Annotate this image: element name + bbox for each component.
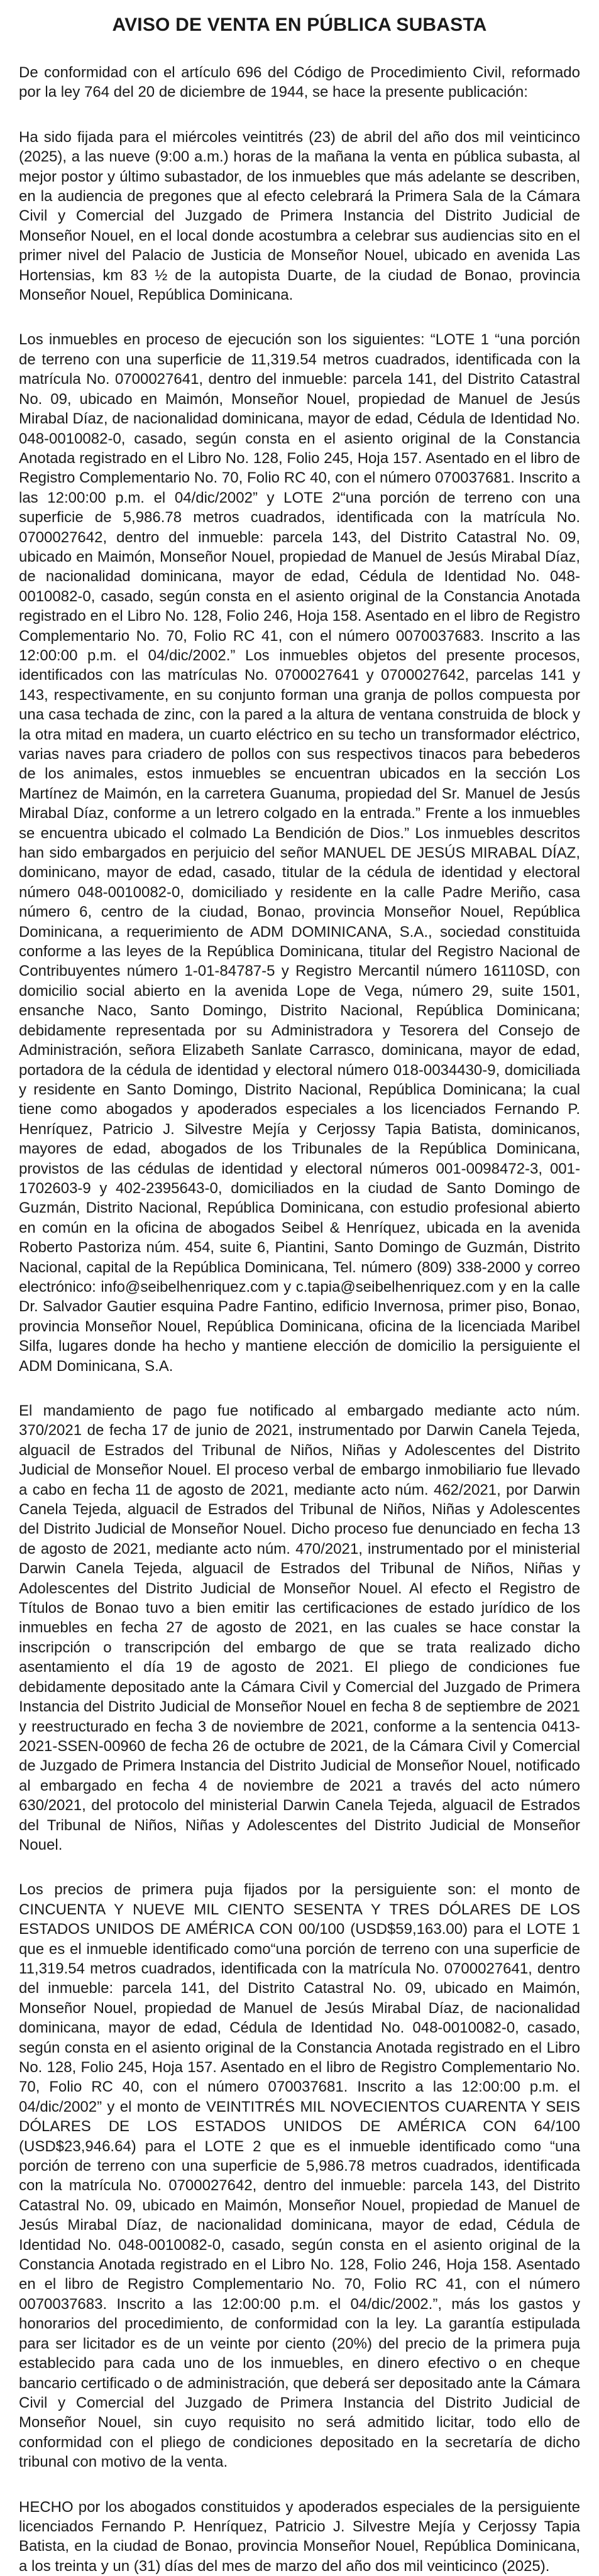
auction-date-paragraph: Ha sido fijada para el miércoles veintitrés (23) de abril del año dos mil veinticinco (2025), a las nueve (9:00 a.m.) horas de la mañana la venta en pública subasta, al mejor postor y último subastador, de los inmuebles que más adelante se describen, en la audiencia de pregones que al efecto celebrará la Primera Sala de la Cámara Civil y Comercial del Juzgado de Primera Instancia del Distrito Judicial de Monseñor Nouel, en el local donde acostumbra a celebrar sus audiencias sito en el primer nivel del Palacio de Justicia de Monseñor Nouel, ubicado en avenida Las Hortensias, km 83 ½ de la autopista Duarte, de la ciudad de Bonao, provincia Monseñor Nouel, República Dominicana.	[19, 128, 580, 304]
notice-title: AVISO DE VENTA EN PÚBLICA SUBASTA	[112, 14, 487, 35]
prices-paragraph: Los precios de primera puja fijados por la persiguiente son: el monto de CINCUENTA Y NUEVE MIL CIENTO SESENTA Y TRES DÓLARES DE LOS ESTADOS UNIDOS DE AMÉRICA CON 00/100 (USD$59,163.00) para el LOTE 1 que es el inmueble identificado como“una porción de terreno con una superficie de 11,319.54 metros cuadrados, identificada con la matrícula No. 0700027641, dentro del inmueble: parcela 141, del Distrito Catastral No. 09, ubicado en Maimón, Monseñor Nouel, propiedad de Manuel de Jesús Mirabal Díaz, de nacionalidad dominicana, mayor de edad, Cédula de Identidad No. 048-0010082-0, casado, según consta en el asiento original de la Constancia Anotada registrado en el Libro No. 128, Folio 245, Hoja 157. Asentado en el libro de Registro Complementario No. 70, Folio RC 40, con el número 070037681. Inscrito a las 12:00:00 p.m. el 04/dic/2002” y el monto de VEINTITRÉS MIL NOVECIENTOS CUARENTA Y SEIS DÓLARES DE LOS ESTADOS UNIDOS DE AMÉRICA CON 64/100 (USD$23,946.64) para el LOTE 2 que es el inmueble identificado como “una porción de terreno con una superficie de 5,986.78 metros cuadrados, identificada con la matrícula No. 0700027642, dentro del inmueble: parcela 143, del Distrito Catastral No. 09, ubicado en Maimón, Monseñor Nouel, propiedad de Manuel de Jesús Mirabal Díaz, de nacionalidad dominicana, mayor de edad, Cédula de Identidad No. 048-0010082-0, casado, según consta en el asiento original de la Constancia Anotada registrado en el Libro No. 128, Folio 246, Hoja 158. Asentado en el libro de Registro Complementario No. 70, Folio RC 41, con el número 0070037683. Inscrito a las 12:00:00 p.m. el 04/dic/2002.”, más los gastos y honorarios del procedimiento, de conformidad con la ley. La garantía estipulada para ser licitador es de un veinte por ciento (20%) del precio de la primera puja establecido para cada uno de los inmuebles, en dinero efectivo o en cheque bancario certificado o de administración, que deberá ser depositado ante la Cámara Civil y Comercial del Juzgado de Primera Instancia del Distrito Judicial de Monseñor Nouel, sin cuyo requisito no será admitido licitar, todo ello de conformidad con el pliego de condiciones depositado en la secretaría de dicho tribunal con motivo de la venta.	[19, 1881, 580, 2471]
properties-paragraph: Los inmuebles en proceso de ejecución son los siguientes: “LOTE 1 “una porción de terreno con una superficie de 11,319.54 metros cuadrados, identificada con la matrícula No. 0700027641, dentro del inmueble: parcela 141, del Distrito Catastral No. 09, ubicado en Maimón, Monseñor Nouel, propiedad de Manuel de Jesús Mirabal Díaz, de nacionalidad dominicana, mayor de edad, Cédula de Identidad No. 048-0010082-0, casado, según consta en el asiento original de la Constancia Anotada registrado en el Libro No. 128, Folio 245, Hoja 157. Asentado en el libro de Registro Complementario No. 70, Folio RC 40, con el número 070037681. Inscrito a las 12:00:00 p.m. el 04/dic/2002” y LOTE 2“una porción de terreno con una superficie de 5,986.78 metros cuadrados, identificada con la matrícula No. 0700027642, dentro del inmueble: parcela 143, del Distrito Catastral No. 09, ubicado en Maimón, Monseñor Nouel, propiedad de Manuel de Jesús Mirabal Díaz, de nacionalidad dominicana, mayor de edad, Cédula de Identidad No. 048-0010082-0, casado, según consta en el asiento original de la Constancia Anotada registrado en el Libro No. 128, Folio 246, Hoja 158. Asentado en el libro de Registro Complementario No. 70, Folio RC 41, con el número 0070037683. Inscrito a las 12:00:00 p.m. el 04/dic/2002.” Los inmuebles objetos del presente procesos, identificados con las matrículas No. 0700027641 y 0700027642, parcelas 141 y 143, respectivamente, en su conjunto forman una granja de pollos compuesta por una casa techada de zinc, con la pared a la altura de ventana construida de block y la otra mitad en madera, un cuarto eléctrico en su techo un transformador eléctrico, varias naves para criadero de pollos con sus respectivos tinacos para bebederos de los animales, estos inmuebles se encuentran ubicados en la sección Los Martínez de Maimón, en la carretera Guanuma, propiedad del Sr. Manuel de Jesús Mirabal Díaz, conforme a un letrero colgado en la entrada.” Frente a los inmuebles se encuentra ubicado el colmado La Bendición de Dios.” Los inmuebles descritos han sido embargados en perjuicio del señor MANUEL DE JESÚS MIRABAL DÍAZ, dominicano, mayor de edad, casado, titular de la cédula de identidad y electoral número 048-0010082-0, domiciliado y residente en la calle Padre Meriño, casa número 6, centro de la ciudad, Bonao, provincia Monseñor Nouel, República Dominicana, a requerimiento de ADM DOMINICANA, S.A., sociedad constituida conforme a las leyes de la República Dominicana, titular del Registro Nacional de Contribuyentes número 1-01-84787-5 y Registro Mercantil número 16110SD, con domicilio social abierto en la avenida Lope de Vega, número 29, suite 1501, ensanche Naco, Santo Domingo, Distrito Nacional, República Dominicana; debidamente representada por su Administradora y Tesorera del Consejo de Administración, señora Elizabeth Sanlate Carrasco, dominicana, mayor de edad, portadora de la cédula de identidad y electoral número 018-0034430-9, domiciliada y residente en Santo Domingo, Distrito Nacional, República Dominicana; la cual tiene como abogados y apoderados especiales a los licenciados Fernando P. Henríquez, Patricio J. Silvestre Mejía y Cerjossy Tapia Batista, dominicanos, mayores de edad, abogados de los Tribunales de la República Dominicana, provistos de las cédulas de identidad y electoral números 001-0098472-3, 001-1702603-9 y 402-2395643-0, domiciliados en la ciudad de Santo Domingo de Guzmán, Distrito Nacional, República Dominicana, con estudio profesional abierto en común en la oficina de abogados Seibel & Henríquez, ubicada en la avenida Roberto Pastoriza núm. 454, suite 6, Piantini, Santo Domingo de Guzmán, Distrito Nacional, capital de la República Dominicana, Tel. número (809) 338-2000 y correo electrónico: info@seibelhenriquez.com y c.tapia@seibelhenriquez.com y en la calle Dr. Salvador Gautier esquina Padre Fantino, edificio Invernosa, primer piso, Bonao, provincia Monseñor Nouel, República Dominicana, oficina de la licenciada Maribel Silfa, lugares donde ha hecho y mantiene elección de domicilio la persiguiente el ADM Dominicana, S.A.	[19, 331, 580, 1375]
intro-paragraph: De conformidad con el artículo 696 del Código de Procedimiento Civil, reformado por la ley 764 del 20 de diciembre de 1944, se hace la presente publicación:	[19, 64, 580, 101]
procedure-paragraph: El mandamiento de pago fue notificado al embargado mediante acto núm. 370/2021 de fecha 17 de junio de 2021, instrumentado por Darwin Canela Tejeda, alguacil de Estrados del Tribunal de Niños, Niñas y Adolescentes del Distrito Judicial de Monseñor Nouel. El proceso verbal de embargo inmobiliario fue llevado a cabo en fecha 11 de agosto de 2021, mediante acto núm. 462/2021, por Darwin Canela Tejeda, alguacil de Estrados del Tribunal de Niños, Niñas y Adolescentes del Distrito Judicial de Monseñor Nouel. Dicho proceso fue denunciado en fecha 13 de agosto de 2021, mediante acto núm. 470/2021, instrumentado por el ministerial Darwin Canela Tejeda, alguacil de Estrados del Tribunal de Niños, Niñas y Adolescentes del Distrito Judicial de Monseñor Nouel. Al efecto el Registro de Títulos de Bonao tuvo a bien emitir las certificaciones de estado jurídico de los inmuebles en fecha 27 de agosto de 2021, en las cuales se hace constar la inscripción o transcripción del embargo de que se trata realizado dicho asentamiento el día 19 de agosto de 2021. El pliego de condiciones fue debidamente depositado ante la Cámara Civil y Comercial del Juzgado de Primera Instancia del Distrito Judicial de Monseñor Nouel en fecha 8 de septiembre de 2021 y reestructurado en fecha 3 de noviembre de 2021, conforme a la sentencia 0413-2021-SSEN-00960 de fecha 26 de octubre de 2021, de la Cámara Civil y Comercial de Juzgado de Primera Instancia del Distrito Judicial de Monseñor Nouel, notificado al embargado en fecha 4 de noviembre de 2021 a través del acto número 630/2021, del protocolo del ministerial Darwin Canela Tejeda, alguacil de Estrados del Tribunal de Niños, Niñas y Adolescentes del Distrito Judicial de Monseñor Nouel.	[19, 1402, 580, 1853]
notice-body	[19, 63, 580, 2576]
closing-paragraph: HECHO por los abogados constituidos y apoderados especiales de la persiguiente licenciados Fernando P. Henríquez, Patricio J. Silvestre Mejía y Cerjossy Tapia Batista, en la ciudad de Bonao, provincia Monseñor Nouel, República Dominicana, a los treinta y un (31) días del mes de marzo del año dos mil veinticinco (2025).	[19, 2498, 580, 2575]
